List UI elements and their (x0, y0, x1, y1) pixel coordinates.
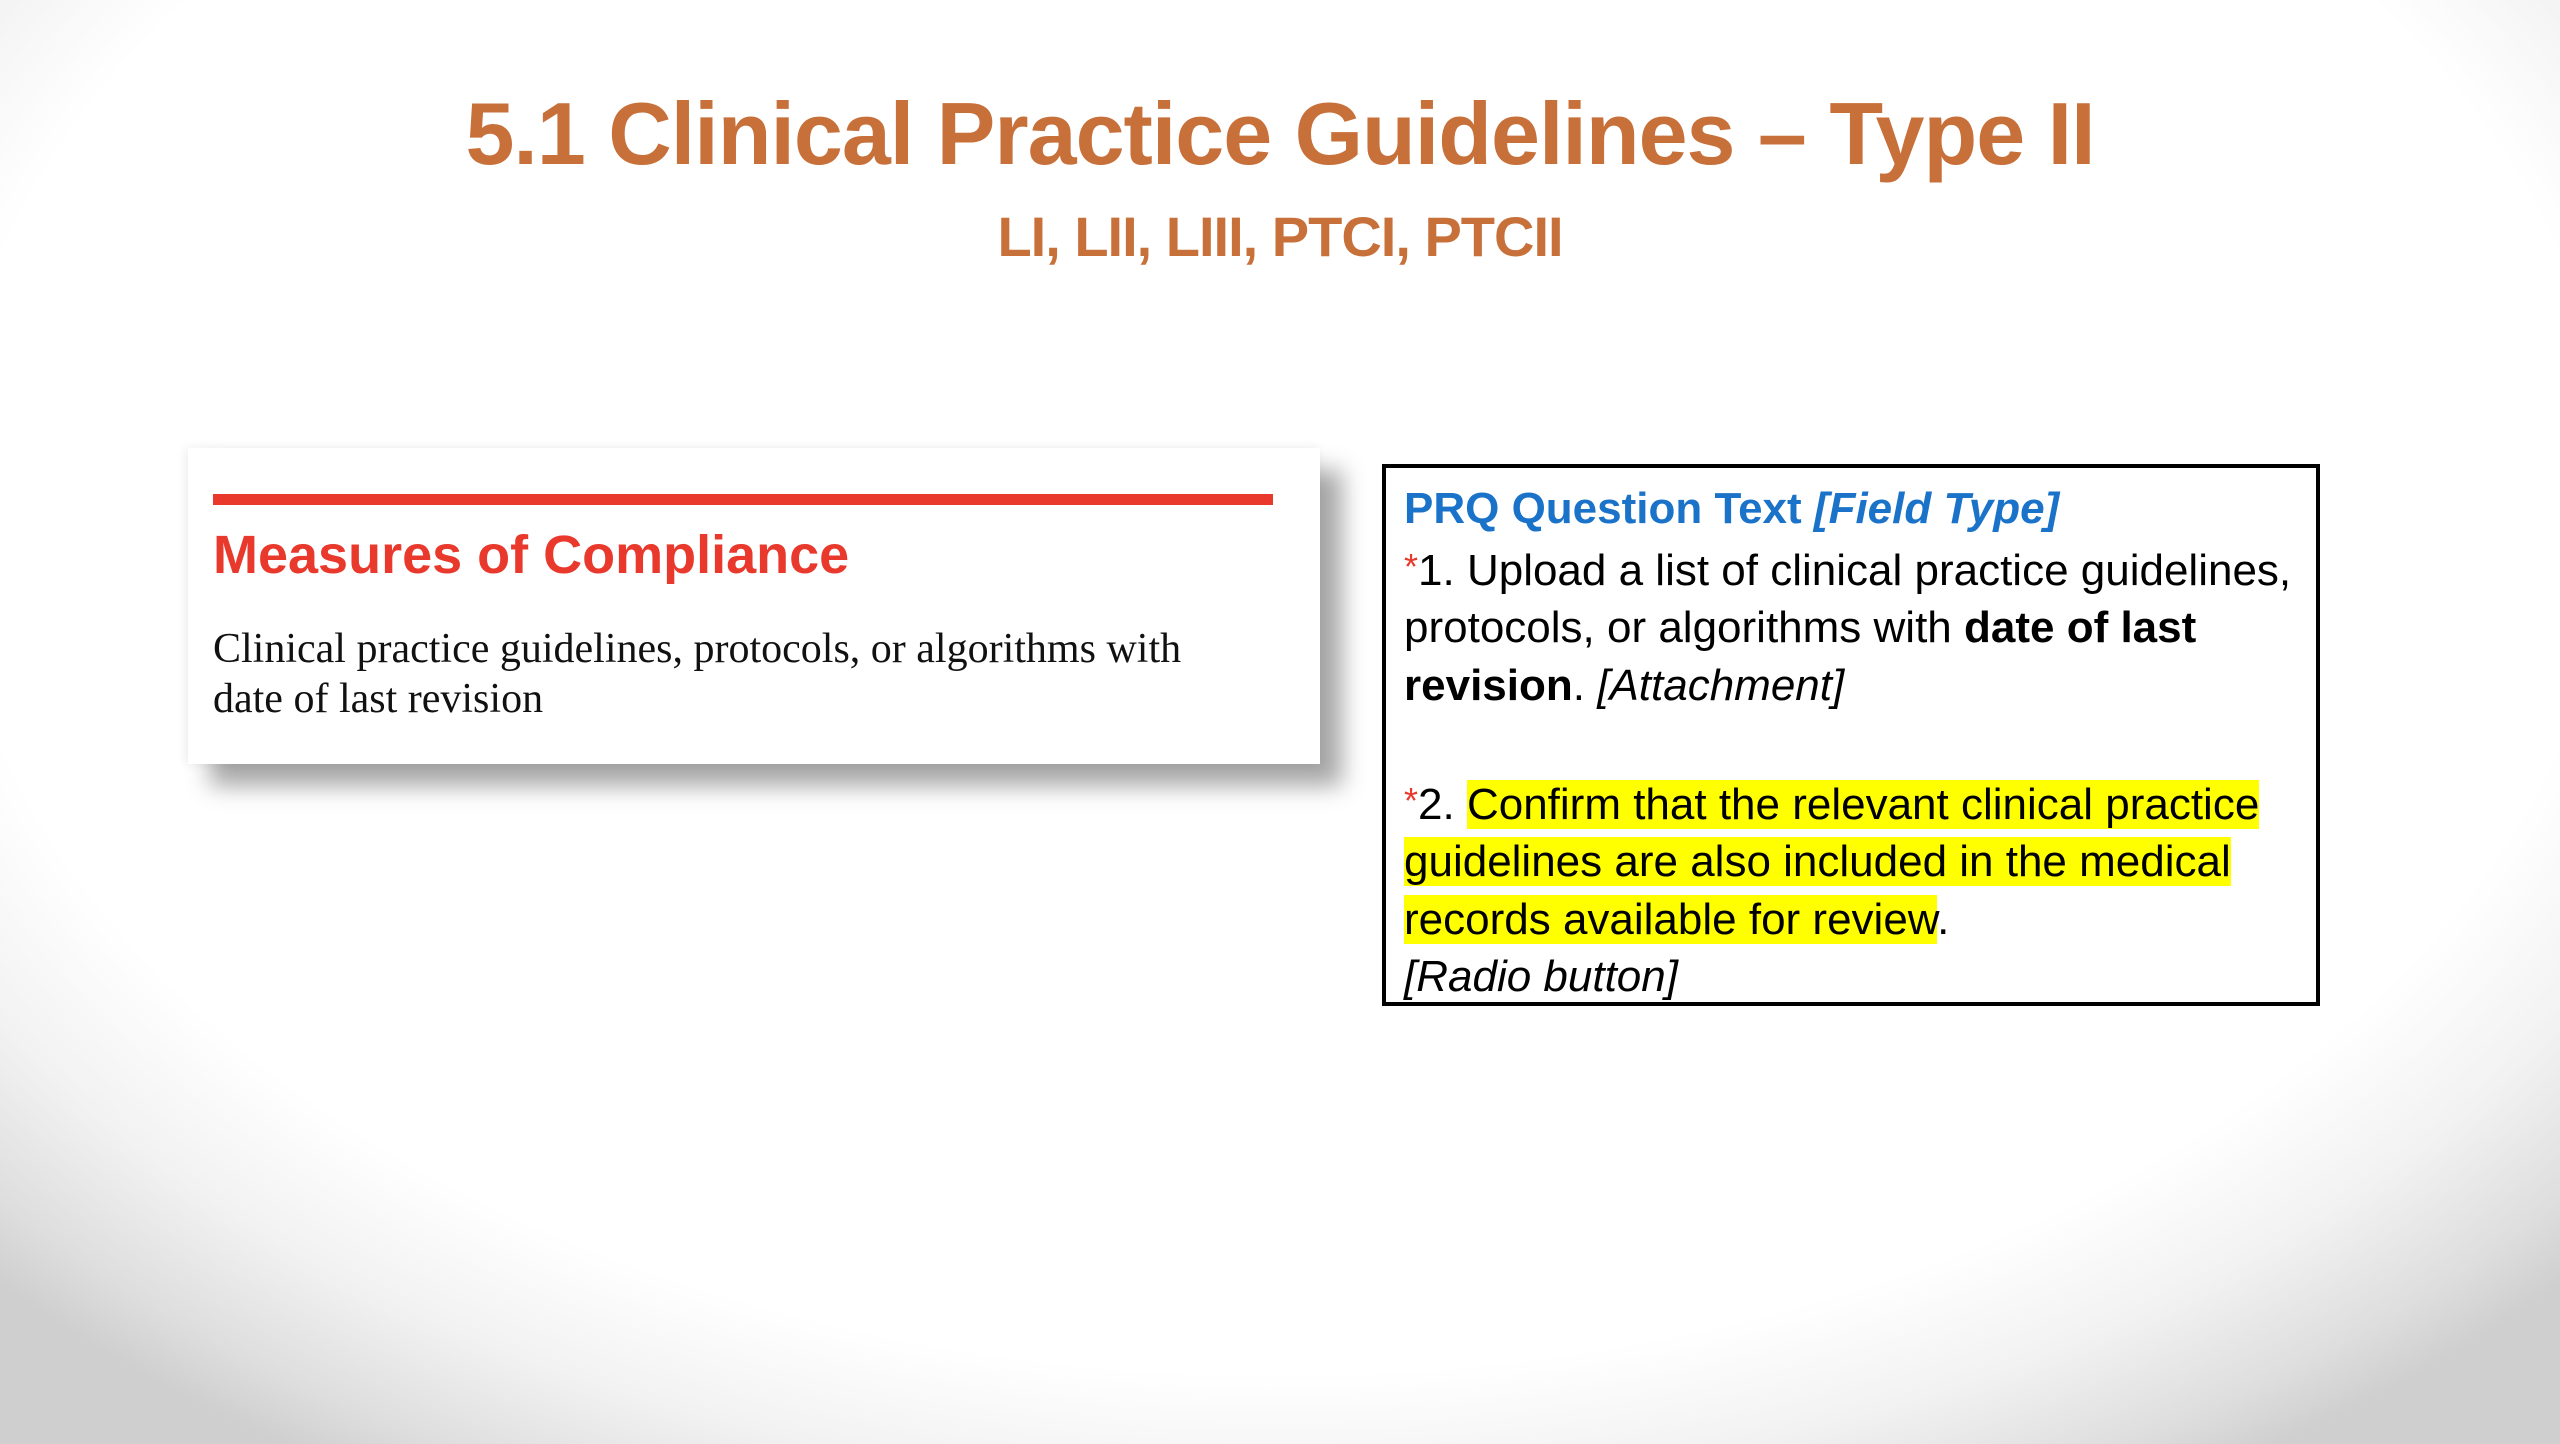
slide-subtitle: LI, LII, LIII, PTCI, PTCII (997, 205, 1563, 268)
moc-body-line: date of last revision (213, 676, 544, 722)
prq-question-box (1382, 464, 2320, 1006)
question-text-bold: date of last revision (1404, 603, 2197, 710)
measures-of-compliance-card (188, 448, 1320, 764)
question-text-end: . (1937, 894, 1950, 944)
moc-body-text (213, 624, 1283, 724)
highlighted-question-text: Confirm that the relevant clinical practice guidelines are also included in the medical records available for review (1404, 779, 2260, 944)
required-marker: * (1404, 779, 1419, 821)
prq-question-2 (1404, 772, 2300, 1006)
required-marker: * (1404, 545, 1419, 587)
moc-body-line: Clinical practice guidelines, protocols, or algorithms with (213, 626, 1182, 672)
slide-title: 5.1 Clinical Practice Guidelines – Type II (465, 84, 2095, 183)
spacer (1404, 714, 2300, 772)
prq-heading-label: PRQ Question Text (1404, 484, 1802, 533)
field-type: [Radio button] (1404, 952, 1678, 1001)
field-type: [Attachment] (1597, 660, 1845, 710)
prq-heading (1404, 480, 2300, 538)
red-rule (213, 494, 1273, 505)
question-number: 2. (1418, 779, 1455, 829)
prq-question-1 (1404, 538, 2300, 715)
question-text-end: . (1572, 660, 1585, 710)
prq-heading-field-type: [Field Type] (1813, 484, 2060, 533)
question-text: Upload a list of clinical practice guidelines, protocols, or algorithms with (1404, 545, 2292, 652)
question-number: 1. (1418, 545, 1455, 595)
moc-heading: Measures of Compliance (213, 525, 850, 585)
